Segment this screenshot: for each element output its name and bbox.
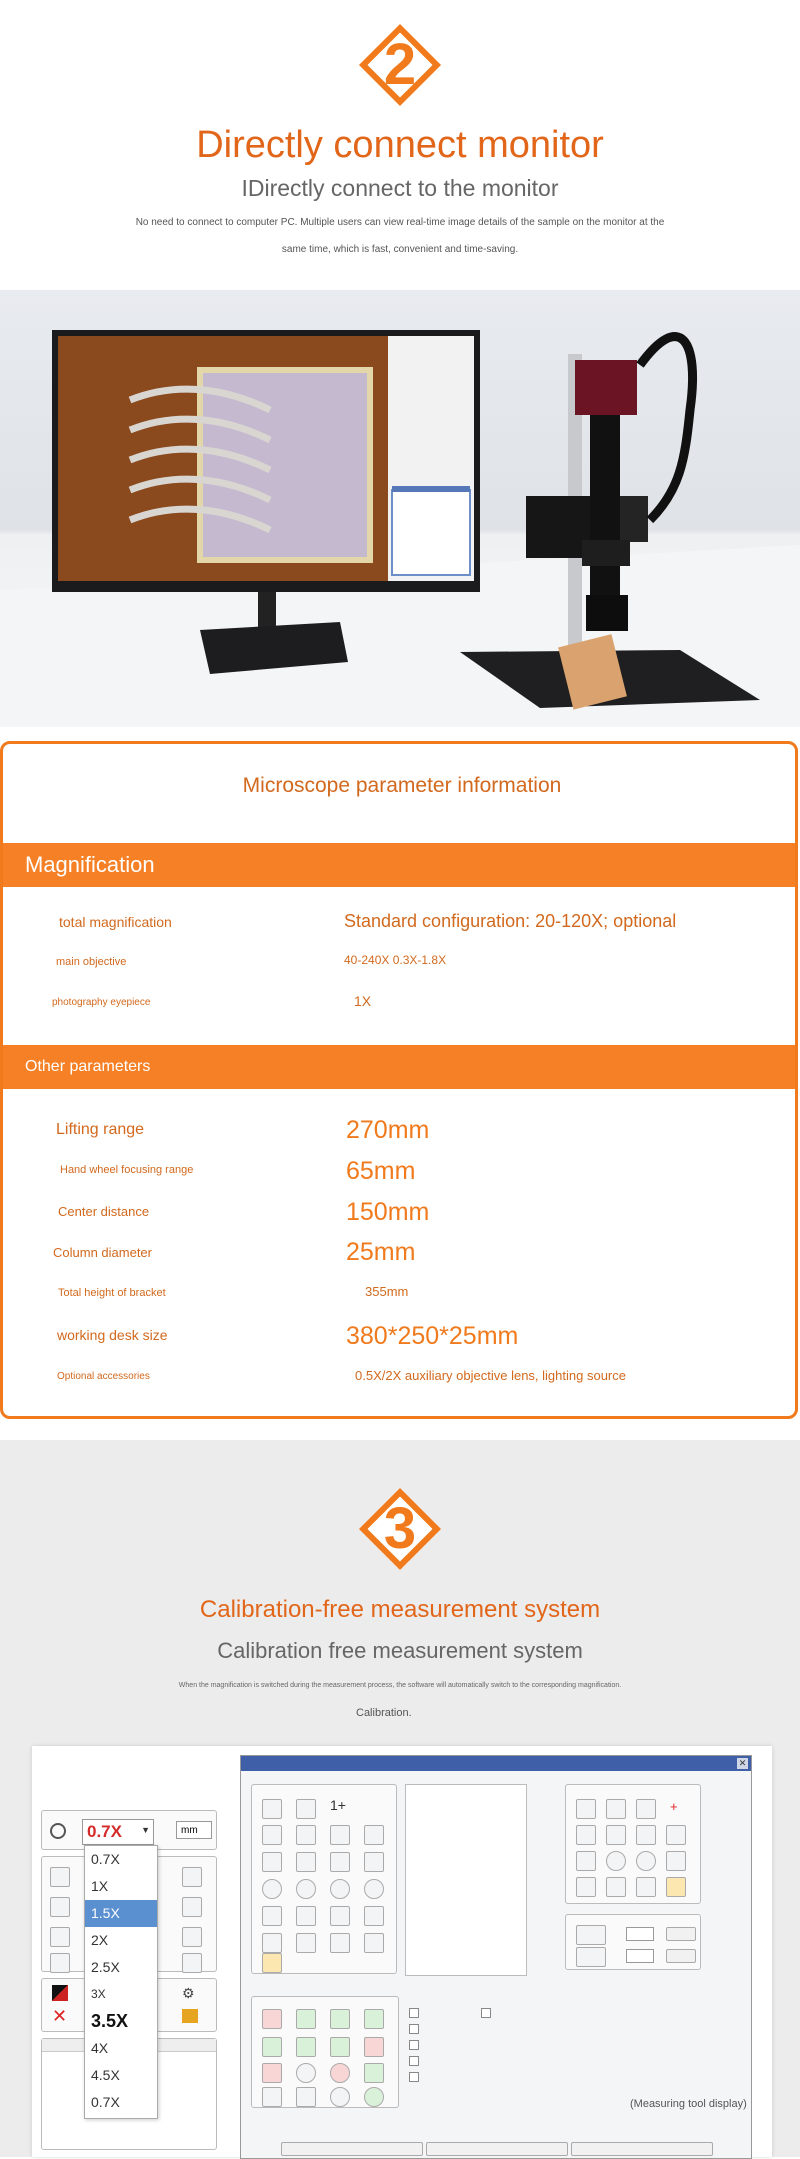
dialog-title-bar [241, 1756, 751, 1771]
other-parameters-header-label: Other parameters [25, 1058, 151, 1075]
tool-icon[interactable] [606, 1825, 626, 1845]
row-label: photography eyepiece [52, 997, 151, 1008]
row-value: 380*250*25mm [346, 1322, 519, 1350]
checkbox[interactable] [409, 2024, 419, 2034]
tool-list-panel [405, 1784, 527, 1976]
close-button[interactable] [571, 2142, 713, 2156]
zoom-option[interactable]: 3.5X [91, 2011, 129, 2031]
circle-tool-icon[interactable] [330, 1879, 350, 1899]
default-button[interactable] [281, 2142, 423, 2156]
magnification-header-label: Magnification [25, 852, 155, 877]
tool-icon[interactable] [364, 1906, 384, 1926]
tool-icon[interactable] [330, 2009, 350, 2029]
row-value: 270mm [346, 1116, 430, 1144]
chevron-down-icon: ▼ [141, 1825, 150, 1835]
folder-icon[interactable] [182, 2009, 198, 2023]
circle-tool-icon[interactable] [636, 1851, 656, 1871]
text-tool-icon[interactable] [666, 1877, 686, 1897]
zoom-toolbar [41, 1810, 217, 1850]
row-label: Column diameter [53, 1245, 152, 1260]
rectangle-tool-icon[interactable] [182, 1897, 202, 1917]
row-label: Hand wheel focusing range [60, 1164, 194, 1176]
confirm-button[interactable] [666, 1949, 696, 1963]
zoom-option[interactable]: 4.5X [91, 2067, 120, 2083]
section-title: Directly connect monitor [196, 124, 604, 166]
row-label: main objective [56, 956, 127, 968]
circle-tool-icon[interactable] [606, 1851, 626, 1871]
tool-icon[interactable] [296, 1825, 316, 1845]
tool-icon[interactable] [636, 1877, 656, 1897]
checkbox[interactable] [481, 2008, 491, 2018]
tool-icon[interactable] [296, 1933, 316, 1953]
tool-icon[interactable] [262, 1825, 282, 1845]
zoom-select-value: 0.7X [87, 1822, 122, 1841]
tool-icon[interactable] [262, 1852, 282, 1872]
circle-tool-icon[interactable] [330, 2063, 350, 2083]
tool-icon[interactable] [262, 1906, 282, 1926]
tool-icon[interactable] [636, 1825, 656, 1845]
tool-icon[interactable] [364, 1852, 384, 1872]
tool-icon[interactable] [636, 1799, 656, 1819]
tool-icon[interactable] [296, 2087, 316, 2107]
circle-tool-icon[interactable] [296, 1879, 316, 1899]
unit-value: mm [181, 1825, 198, 1836]
circle-tool-icon[interactable] [330, 2087, 350, 2107]
section-description-line-2: same time, which is fast, convenient and time-saving. [281, 244, 519, 255]
checkbox[interactable] [409, 2008, 419, 2018]
checkbox[interactable] [409, 2072, 419, 2082]
tool-icon[interactable] [262, 2037, 282, 2057]
section-number: 2 [383, 32, 417, 97]
measurement-software-screenshot [32, 1746, 772, 2157]
tool-icon[interactable] [296, 2037, 316, 2057]
target-icon[interactable] [50, 1823, 66, 1839]
zoom-option[interactable]: 4X [91, 2040, 109, 2056]
zoom-option[interactable]: 0.7X [91, 2094, 120, 2110]
section-title: Calibration-free measurement system [199, 1596, 601, 1623]
tool-icon[interactable] [330, 1933, 350, 1953]
distance-tool-icon[interactable] [182, 1927, 202, 1947]
section-subtitle: Calibration free measurement system [217, 1638, 583, 1663]
tool-icon[interactable] [296, 2009, 316, 2029]
parameter-card-title: Microscope parameter information [242, 774, 562, 797]
row-value: 355mm [365, 1284, 409, 1299]
row-label: Center distance [58, 1204, 150, 1219]
row-value: Standard configuration: 20-120X; optional [344, 911, 677, 931]
line-tool-icon[interactable] [50, 1867, 70, 1887]
color-picker-icon[interactable] [52, 1985, 68, 2001]
zoom-select[interactable] [82, 1819, 154, 1845]
add-icon[interactable]: + [670, 1799, 678, 1814]
tool-icon[interactable] [576, 1799, 596, 1819]
tool-icon[interactable] [262, 2009, 282, 2029]
tool-settings-dialog [240, 1755, 752, 2159]
row-label: Total height of bracket [58, 1287, 166, 1299]
tool-icon[interactable] [576, 1851, 596, 1871]
row-value: 150mm [346, 1198, 430, 1226]
common-tool-group [251, 1996, 399, 2108]
tool-icon[interactable] [330, 2037, 350, 2057]
section-description-line-1: No need to connect to computer PC. Multiple users can view real-time image details of the sample on the monitor at the [135, 217, 665, 228]
zoom-option[interactable]: 2X [91, 1932, 109, 1948]
crosshair-tool-icon[interactable] [182, 1867, 202, 1887]
checkbox[interactable] [409, 2056, 419, 2066]
plus-one-label: 1+ [330, 1797, 346, 1813]
circle-tool-icon[interactable] [364, 2087, 384, 2107]
circle-tool-icon[interactable] [364, 1879, 384, 1899]
row-label: Lifting range [56, 1121, 145, 1138]
tool-icon[interactable] [330, 1825, 350, 1845]
magnification-header [3, 843, 798, 887]
tool-icon[interactable] [296, 1906, 316, 1926]
spin-input[interactable] [626, 1927, 654, 1941]
custom-tool-group [565, 1914, 701, 1970]
tool-icon[interactable] [576, 1947, 606, 1967]
tool-icon[interactable] [606, 1799, 626, 1819]
tool-icon[interactable] [262, 2087, 282, 2107]
delete-icon[interactable]: ✕ [52, 2006, 68, 2026]
row-label: total magnification [59, 914, 172, 930]
row-value: 65mm [346, 1157, 416, 1185]
text-tool-icon[interactable] [182, 1953, 202, 1973]
tool-group-one [251, 1784, 397, 1974]
tool-icon[interactable] [364, 1933, 384, 1953]
row-label: working desk size [57, 1327, 168, 1343]
tool-icon[interactable] [364, 2037, 384, 2057]
tool-icon[interactable] [364, 2009, 384, 2029]
tool-icon[interactable] [262, 2063, 282, 2083]
section-number: 3 [383, 1496, 417, 1561]
tool-icon[interactable] [296, 1799, 316, 1819]
tool-icon[interactable] [666, 1825, 686, 1845]
zoom-option[interactable]: 2.5X [91, 1959, 120, 1975]
section-description-line-2: Calibration. [356, 1707, 412, 1719]
row-value: 40-240X 0.3X-1.8X [344, 953, 447, 967]
row-value: 1X [354, 993, 372, 1009]
circle-tool-icon[interactable] [262, 1879, 282, 1899]
row-value: 0.5X/2X auxiliary objective lens, lighting source [355, 1368, 626, 1383]
tool-icon[interactable] [364, 2063, 384, 2083]
spin-input[interactable] [626, 1949, 654, 1963]
angle-tool-icon[interactable] [50, 1897, 70, 1917]
zoom-option[interactable]: 1X [91, 1878, 109, 1894]
tool-icon[interactable] [364, 1825, 384, 1845]
tool-icon[interactable] [262, 1799, 282, 1819]
photo-illustration [0, 290, 800, 727]
zoom-dropdown-list [84, 1845, 158, 2119]
tool-icon[interactable] [576, 1825, 596, 1845]
zoom-option[interactable]: 3X [91, 1987, 106, 2001]
measuring-tool-caption: (Measuring tool display) [630, 2098, 747, 2110]
text-tool-icon[interactable] [262, 1953, 282, 1973]
settings-icon[interactable]: ⚙ [182, 1985, 195, 2001]
row-label: Optional accessories [57, 1371, 150, 1382]
tool-icon[interactable] [296, 1852, 316, 1872]
section-subtitle: IDirectly connect to the monitor [241, 175, 559, 201]
parameter-card [0, 741, 798, 1419]
section-description-line-1: When the magnification is switched during the measurement process, the software will automatically switch to the corresponding magnification. [178, 1682, 622, 1689]
circle-tool-icon[interactable] [50, 1953, 70, 1973]
checkbox[interactable] [409, 2040, 419, 2050]
tool-group-two [565, 1784, 701, 1904]
tool-icon[interactable] [330, 1906, 350, 1926]
other-parameters-header [3, 1045, 798, 1089]
zoom-option-selected[interactable]: 1.5X [85, 1900, 157, 1927]
unit-select[interactable] [176, 1821, 212, 1839]
zoom-option[interactable]: 0.7X [91, 1851, 120, 1867]
tool-icon[interactable] [606, 1877, 626, 1897]
tool-icon[interactable] [666, 1851, 686, 1871]
arc-tool-icon[interactable] [50, 1927, 70, 1947]
confirm-button[interactable] [666, 1927, 696, 1941]
tool-icon[interactable] [576, 1925, 606, 1945]
row-value: 25mm [346, 1238, 416, 1266]
tool-icon[interactable] [576, 1877, 596, 1897]
tool-icon[interactable] [262, 1933, 282, 1953]
edit-button[interactable] [426, 2142, 568, 2156]
tool-icon[interactable] [330, 1852, 350, 1872]
circle-tool-icon[interactable] [296, 2063, 316, 2083]
close-icon[interactable]: ✕ [738, 1758, 747, 1768]
monitor-microscope-photo [0, 290, 800, 727]
